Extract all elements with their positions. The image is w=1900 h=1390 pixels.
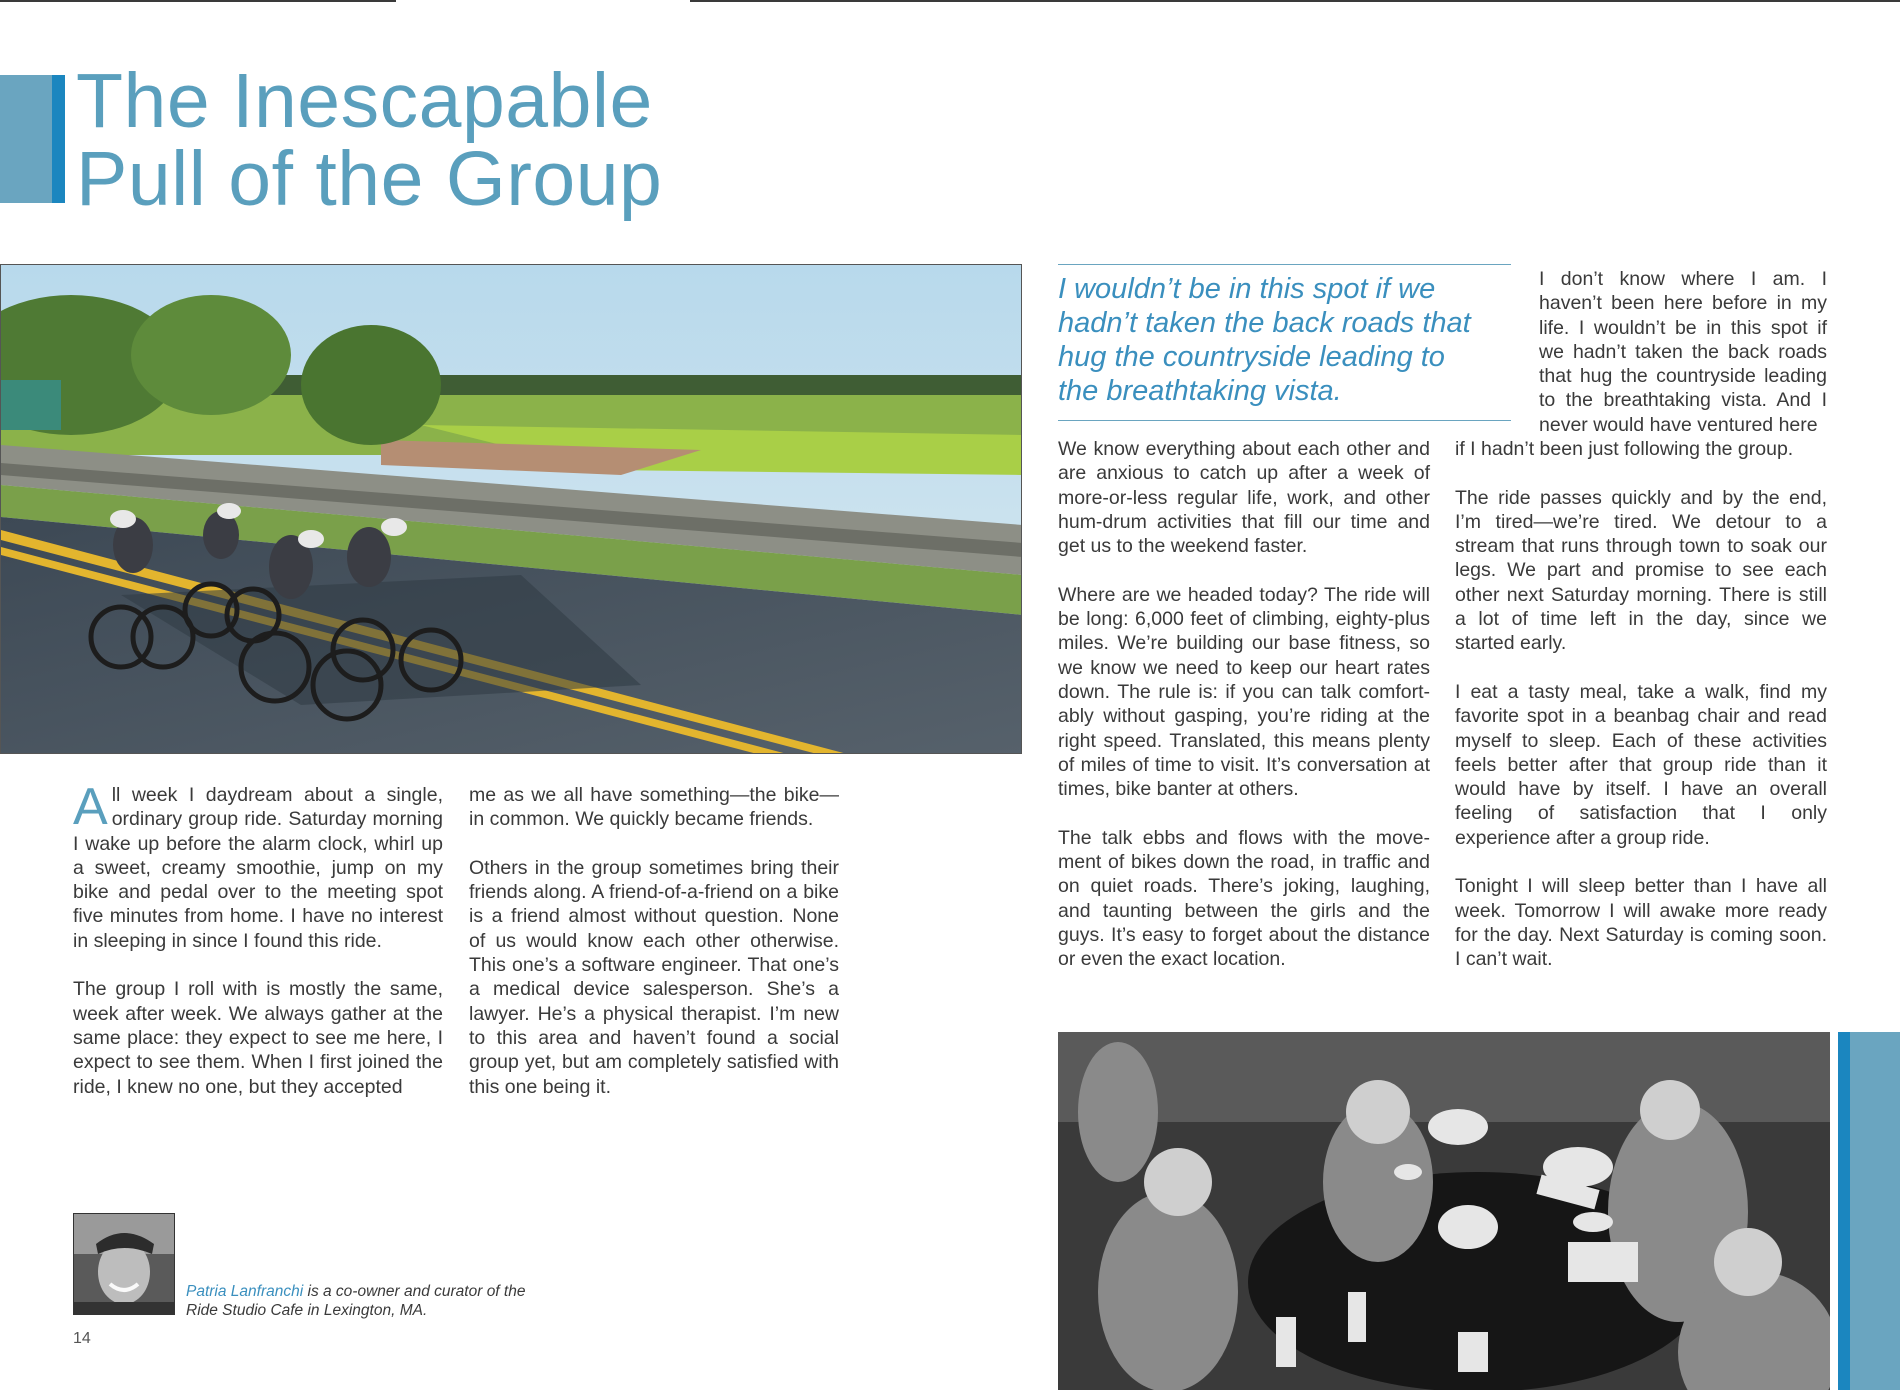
pullquote-line-4: the breathtaking vista.: [1058, 375, 1342, 407]
column-1-paragraph-1: [73, 778, 443, 953]
column-4-paragraph-4: Tonight I will sleep better than I have all week. Tomorrow I will awake more ready for the day. Next Saturday is coming soon. I can’t wait.: [1455, 875, 1827, 971]
pullquote-bottom-rule: [1058, 420, 1511, 421]
column-3-paragraph-1: We know everything about each other and are anxious to catch up after a week of more-or-less regular life, work, and other hum-drum activities that fill our time and get us to the weekend faster.: [1058, 438, 1430, 558]
drop-cap: A: [73, 778, 108, 836]
column-1-paragraph-2: The group I roll with is mostly the same, week after week. We always gather at the same place: they expect to see me here, I expect to see them. When I first joined the ride, I knew no one, but they accepted: [73, 978, 443, 1098]
article-title: [76, 58, 663, 222]
column-4-paragraph-3: I eat a tasty meal, take a walk, find my favorite spot in a beanbag chair and read myself to sleep. Each of these activities feels better after that group ride than it would have by itself. I have an overall feeling of satisfaction that I only experience after a group ride.: [1455, 680, 1827, 849]
author-bio: [186, 1283, 526, 1320]
author-bio-text: is a co-owner and curator of the Ride Studio Cafe in Lexington, MA.: [186, 1283, 526, 1319]
title-accent-bar-dark: [52, 75, 65, 203]
cyclists-photo: [0, 264, 1022, 754]
page-number: 14: [73, 1330, 91, 1347]
author-name: Patria Lanfranchi: [186, 1283, 304, 1300]
pullquote-line-1: I wouldn’t be in this spot if we: [1058, 273, 1436, 305]
body-column-2: [469, 783, 839, 1123]
right-accent-bar-dark: [1838, 1032, 1850, 1390]
body-column-4: [1455, 437, 1827, 996]
pullquote-line-3: hug the countryside leading to: [1058, 341, 1445, 373]
column-4-intro: I don’t know where I am. I haven’t been here before in my life. I wouldn’t be in this spot if we hadn’t taken the back roads that hug the countryside leading to the breathtaking vista. And I never would have ventured here: [1539, 268, 1827, 436]
title-line-2: Pull of the Group: [76, 136, 663, 222]
column-2-paragraph-1: me as we all have something—the bike—in common. We quickly became friends.: [469, 784, 839, 831]
author-photo: [73, 1213, 175, 1315]
column-3-paragraph-2: Where are we headed today? The ride will be long: 6,000 feet of climbing, eighty-plus miles. We’re building our base fitness, so we know we need to keep our heart rates down. The rule is: if you can talk comfortably without gasping, you’re riding at the right speed. Translated, this means plenty of miles of time to visit. It’s conversation at times, bike banter at others.: [1058, 583, 1430, 801]
body-column-1: [73, 778, 443, 1123]
cafe-group-photo: [1058, 1032, 1830, 1390]
column-1-paragraph-1-text: ll week I daydream about a single, ordinary group ride. Saturday morning I wake up before the alarm clock, whirl up a sweet, creamy smoothie, jump on my bike and pedal over to the meeting spot five minutes from home. I have no interest in sleeping in since I found this ride.: [73, 784, 443, 952]
title-accent-bar-light: [0, 75, 52, 203]
top-rule-right: [690, 0, 1900, 2]
column-3-paragraph-3: The talk ebbs and flows with the movement of bikes down the road, in traffic and on quiet roads. There’s joking, laughing, and taunting between the girls and the guys. It’s easy to forget about the distance or even the exact location.: [1058, 826, 1430, 971]
column-2-paragraph-2: Others in the group sometimes bring their friends along. A friend-of-a-friend on a bike is a friend almost without question. None of us would know each other otherwise. This one’s a software engineer. That one’s a medical device salesperson. She’s a lawyer. He’s a physical therapist. I’m new to this area and haven’t found a social group yet, but am completely satisfied with this one being it.: [469, 856, 839, 1098]
right-accent-bar-light: [1850, 1032, 1900, 1390]
column-4-paragraph-2: The ride passes quickly and by the end, I’m tired—we’re tired. We detour to a stream that runs through town to soak our legs. We part and promise to see each other next Saturday morning. There is still a lot of time left in the day, since we started early.: [1455, 486, 1827, 655]
body-column-3: [1058, 437, 1430, 996]
pullquote-line-2: hadn’t taken the back roads that: [1058, 307, 1471, 339]
top-rule-left: [0, 0, 396, 2]
pullquote: [1058, 272, 1508, 408]
column-4-intro-end: if I hadn’t been just following the group.: [1455, 438, 1794, 460]
pullquote-top-rule: [1058, 264, 1511, 265]
title-line-1: The Inescapable: [76, 58, 653, 144]
